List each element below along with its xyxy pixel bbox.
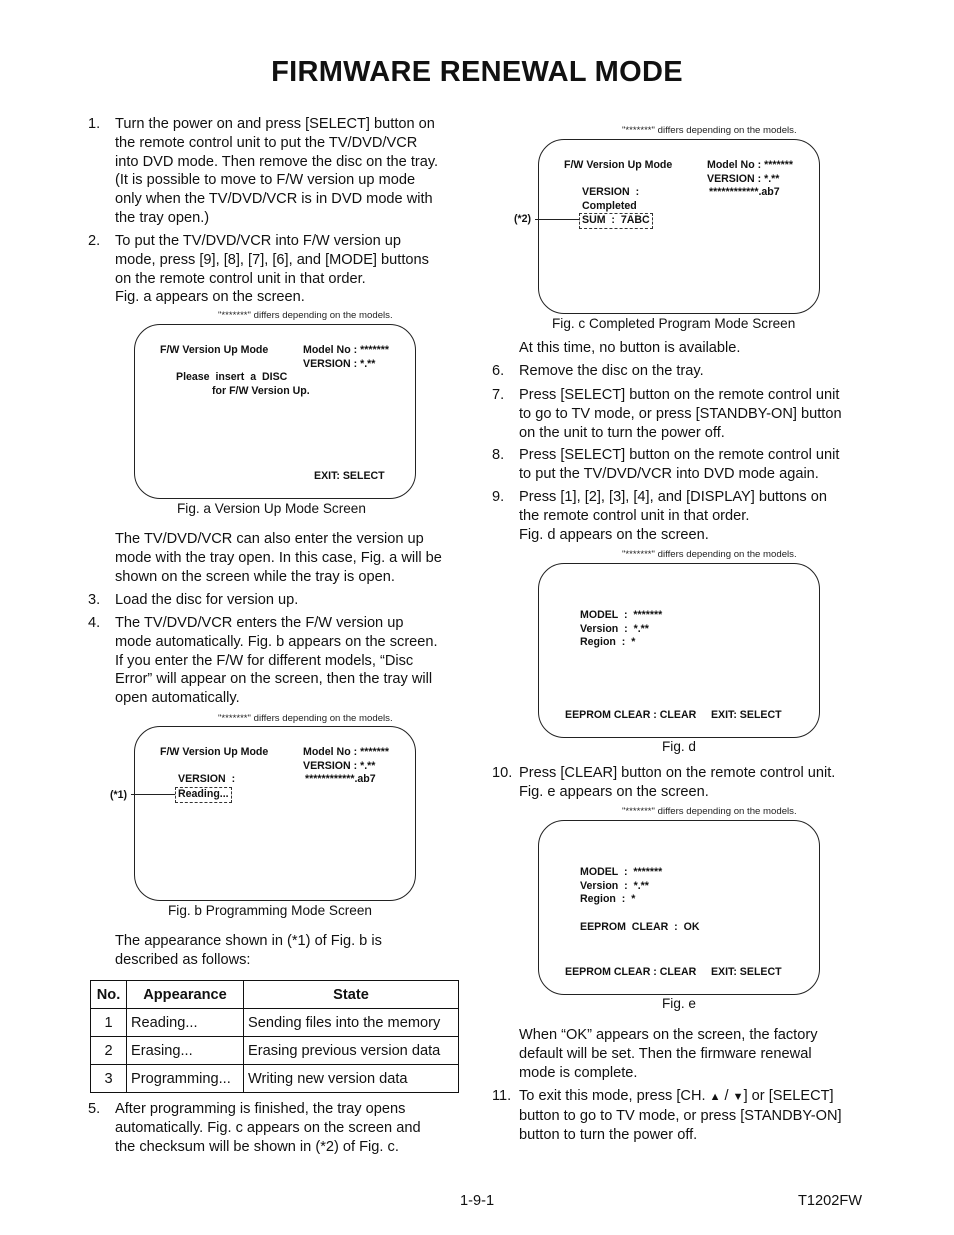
step-6-number: 6.	[492, 363, 505, 379]
fig-c-file: ************.ab7	[709, 186, 780, 198]
step-4-line: If you enter the F/W for different models, “Disc	[115, 652, 414, 669]
fig-b-version: VERSION : *.**	[303, 760, 376, 772]
step-4-line: Error” will appear on the screen, then the tray will	[115, 671, 433, 688]
step-4-line: mode automatically. Fig. b appears on the screen.	[115, 633, 438, 650]
table-cell: Writing new version data	[244, 1065, 459, 1093]
step-9-line: the remote control unit in that order.	[519, 507, 750, 524]
step-9-number: 9.	[492, 489, 505, 505]
step-1-line: Turn the power on and press [SELECT] button on	[115, 116, 435, 132]
models-note: "*******" differs depending on the models.	[622, 806, 797, 817]
step-9-line: Fig. d appears on the screen.	[519, 526, 709, 543]
fig-e-screen	[538, 820, 820, 995]
step-8-number: 8.	[492, 447, 505, 463]
step-1-line: the tray open.)	[115, 209, 210, 226]
ok-paragraph	[519, 1026, 818, 1082]
fig-c-mode: F/W Version Up Mode	[564, 159, 673, 171]
models-note: "*******" differs depending on the models.	[218, 713, 393, 724]
step-2-text	[115, 232, 429, 307]
fig-d-model: MODEL : *******	[580, 609, 663, 621]
table-cell: 2	[91, 1037, 127, 1065]
step-2-line: on the remote control unit in that order.	[115, 270, 366, 287]
fig-c-marker: (*2)	[514, 213, 532, 225]
step-4-line: open automatically.	[115, 690, 240, 707]
step-5-number: 5.	[88, 1101, 101, 1117]
step-3-number: 3.	[88, 592, 101, 608]
models-note: "*******" differs depending on the models.	[622, 549, 797, 560]
step-11-number: 11.	[492, 1088, 512, 1104]
tray-paragraph	[115, 530, 442, 586]
table-cell: Erasing...	[127, 1037, 244, 1065]
fig-b-file: ************.ab7	[305, 773, 376, 785]
step-5-line: After programming is finished, the tray opens	[115, 1101, 406, 1117]
table-row	[91, 1009, 459, 1037]
step-9-line: Press [1], [2], [3], [4], and [DISPLAY] buttons on	[519, 489, 827, 505]
appearance-line: described as follows:	[115, 951, 251, 968]
ok-line: default will be set. Then the firmware renewal	[519, 1045, 812, 1062]
step-7-line: on the unit to turn the power off.	[519, 424, 725, 441]
fig-e-version: Version : *.**	[580, 880, 649, 892]
table-header-row	[91, 981, 459, 1009]
table-cell: 3	[91, 1065, 127, 1093]
fig-c-model: Model No : *******	[707, 159, 793, 171]
step-3-text: Load the disc for version up.	[115, 592, 299, 608]
fig-c-version-label: VERSION :	[582, 186, 640, 198]
step-1-number: 1.	[88, 116, 101, 132]
step-8-line: Press [SELECT] button on the remote control unit	[519, 447, 840, 463]
step-7-number: 7.	[492, 387, 505, 403]
fig-a-exit: EXIT: SELECT	[314, 470, 385, 482]
fig-a-insert-line2: for F/W Version Up.	[212, 385, 310, 397]
step-2-line: Fig. a appears on the screen.	[115, 289, 305, 306]
fig-a-screen	[134, 324, 416, 499]
step-1-line: the remote control unit to put the TV/DVD/VCR	[115, 134, 418, 151]
step-7-line: to go to TV mode, or press [STANDBY-ON] button	[519, 405, 842, 422]
no-button-text: At this time, no button is available.	[519, 340, 741, 356]
column-header: No.	[91, 981, 127, 1009]
fig-b-caption: Fig. b Programming Mode Screen	[168, 903, 372, 918]
fig-c-completed: Completed	[582, 200, 637, 212]
step-2-line: To put the TV/DVD/VCR into F/W version up	[115, 233, 402, 249]
fig-e-region: Region : *	[580, 893, 636, 905]
fig-b-model: Model No : *******	[303, 746, 389, 758]
step-5-line: automatically. Fig. c appears on the screen and	[115, 1119, 421, 1136]
column-header: State	[244, 981, 459, 1009]
fig-b-leader-line	[131, 794, 175, 795]
fig-a-caption: Fig. a Version Up Mode Screen	[177, 501, 366, 516]
page-title: FIRMWARE RENEWAL MODE	[271, 56, 683, 88]
ok-line: When “OK” appears on the screen, the factory	[519, 1027, 818, 1043]
tray-line: mode with the tray open. In this case, Fig. a will be	[115, 549, 442, 566]
ok-line: mode is complete.	[519, 1064, 638, 1081]
column-header: Appearance	[127, 981, 244, 1009]
step-4-line: The TV/DVD/VCR enters the F/W version up	[115, 615, 404, 631]
models-note: "*******" differs depending on the models.	[218, 310, 393, 321]
fig-d-footer: EEPROM CLEAR : CLEAR EXIT: SELECT	[565, 709, 782, 721]
fig-c-leader-line	[535, 219, 579, 220]
step-10-text	[519, 764, 835, 802]
step-1-text	[115, 115, 438, 228]
step-7-line: Press [SELECT] button on the remote control unit	[519, 387, 840, 403]
step-2-number: 2.	[88, 233, 101, 249]
fig-b-marker: (*1)	[110, 789, 128, 801]
appearance-line: The appearance shown in (*1) of Fig. b is	[115, 933, 382, 949]
step-8-text	[519, 446, 839, 484]
step-4-text	[115, 614, 438, 708]
step-11-line: button to go to TV mode, or press [STANDBY-ON]	[519, 1107, 842, 1124]
fig-e-caption: Fig. e	[662, 996, 696, 1011]
step-11-part: /	[720, 1088, 733, 1104]
table-cell: Sending files into the memory	[244, 1009, 459, 1037]
step-7-text	[519, 386, 842, 442]
table-row	[91, 1037, 459, 1065]
fig-d-caption: Fig. d	[662, 739, 696, 754]
ch-up-arrow-icon: ▲	[709, 1091, 721, 1103]
step-1-line: into DVD mode. Then remove the disc on the tray.	[115, 153, 439, 170]
step-11-part: ] or [SELECT]	[743, 1088, 834, 1104]
fig-b-reading-box: Reading...	[175, 787, 232, 803]
fig-b-screen	[134, 726, 416, 901]
step-10-line: Press [CLEAR] button on the remote control unit.	[519, 765, 836, 781]
step-8-line: to put the TV/DVD/VCR into DVD mode again.	[519, 465, 819, 482]
table-row	[91, 1065, 459, 1093]
tray-line: The TV/DVD/VCR can also enter the version up	[115, 531, 424, 547]
fig-d-region: Region : *	[580, 636, 636, 648]
fig-e-model: MODEL : *******	[580, 866, 663, 878]
step-4-number: 4.	[88, 615, 101, 631]
fig-c-caption: Fig. c Completed Program Mode Screen	[552, 316, 796, 331]
table-cell: Erasing previous version data	[244, 1037, 459, 1065]
fig-c-version: VERSION : *.**	[707, 173, 780, 185]
step-11-text	[519, 1087, 842, 1144]
appearance-paragraph	[115, 932, 382, 970]
step-10-number: 10.	[492, 765, 513, 781]
fig-a-mode: F/W Version Up Mode	[160, 344, 269, 356]
page-number: 1-9-1	[460, 1193, 495, 1209]
fig-a-model: Model No : *******	[303, 344, 389, 356]
fig-c-sum-box: SUM : 7ABC	[579, 213, 653, 229]
table-cell: Programming...	[127, 1065, 244, 1093]
appearance-table	[90, 980, 459, 1093]
fig-d-version: Version : *.**	[580, 623, 649, 635]
fig-b-mode: F/W Version Up Mode	[160, 746, 269, 758]
fig-c-screen	[538, 139, 820, 314]
fig-a-version: VERSION : *.**	[303, 358, 376, 370]
step-11-first-line	[519, 1087, 842, 1107]
step-11-line: button to turn the power off.	[519, 1126, 698, 1143]
step-1-line: (It is possible to move to F/W version up mode	[115, 172, 416, 189]
step-5-line: the checksum will be shown in (*2) of Fig. c.	[115, 1138, 399, 1155]
tray-line: shown on the screen while the tray is open.	[115, 568, 395, 585]
step-5-text	[115, 1100, 421, 1156]
table-cell: 1	[91, 1009, 127, 1037]
ch-down-arrow-icon: ▼	[732, 1091, 744, 1103]
step-11-part: To exit this mode, press [CH.	[519, 1088, 710, 1104]
fig-e-eeprom-ok: EEPROM CLEAR : OK	[580, 921, 700, 933]
document-code: T1202FW	[798, 1193, 863, 1209]
step-2-line: mode, press [9], [8], [7], [6], and [MODE] buttons	[115, 251, 429, 268]
step-6-text: Remove the disc on the tray.	[519, 363, 704, 379]
fig-a-insert-line1: Please insert a DISC	[176, 371, 288, 383]
fig-d-screen	[538, 563, 820, 738]
fig-b-version-label: VERSION :	[178, 773, 236, 785]
table-cell: Reading...	[127, 1009, 244, 1037]
fig-e-footer: EEPROM CLEAR : CLEAR EXIT: SELECT	[565, 966, 782, 978]
step-9-text	[519, 488, 827, 544]
step-10-line: Fig. e appears on the screen.	[519, 783, 709, 800]
models-note: "*******" differs depending on the models.	[622, 125, 797, 136]
step-1-line: only when the TV/DVD/VCR is in DVD mode with	[115, 191, 433, 208]
